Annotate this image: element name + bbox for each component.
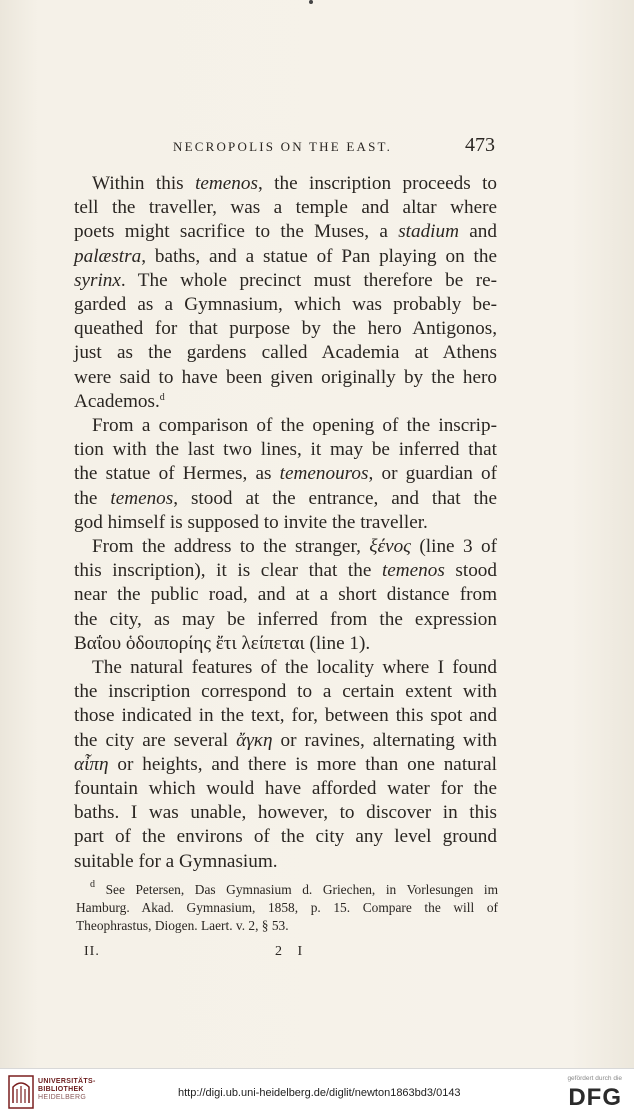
paragraph bbox=[74, 535, 497, 656]
text-line bbox=[74, 850, 497, 874]
text-run: suitable for a Gymnasium. bbox=[74, 850, 278, 872]
page-number: 473 bbox=[465, 134, 495, 156]
running-title: NECROPOLIS ON THE EAST. bbox=[173, 139, 393, 154]
text-run: near the public road, and at a short distance from bbox=[74, 584, 497, 606]
text-line bbox=[74, 535, 497, 559]
signature-mark: 2 I bbox=[275, 944, 309, 959]
italic-term: temenouros bbox=[279, 463, 369, 485]
text-run: Hamburg. Akad. Gymnasium, 1858, p. 15. Compare the will of bbox=[76, 900, 498, 915]
text-line bbox=[74, 559, 497, 583]
text-run: , the inscription proceeds to bbox=[257, 173, 497, 194]
italic-term: temenos bbox=[195, 173, 258, 194]
text-line bbox=[74, 825, 497, 849]
text-line bbox=[74, 462, 497, 486]
library-line-3: HEIDELBERG bbox=[38, 1094, 87, 1101]
footnote-marker: d bbox=[90, 879, 95, 890]
signature-line bbox=[84, 944, 344, 964]
italic-term: stadium bbox=[398, 221, 459, 243]
text-line bbox=[74, 390, 497, 414]
text-line bbox=[74, 245, 497, 269]
text-run: just as the gardens called Academia at Athens bbox=[74, 342, 497, 364]
footnote bbox=[76, 881, 498, 935]
text-line bbox=[74, 341, 497, 365]
italic-term: ξένος bbox=[369, 536, 411, 558]
text-run: , baths, and a statue of Pan playing on the bbox=[141, 245, 497, 267]
text-line bbox=[74, 632, 497, 656]
text-run: the bbox=[74, 487, 111, 509]
text-line bbox=[74, 680, 497, 704]
text-line bbox=[76, 917, 498, 935]
text-run: this inscription), it is clear that the bbox=[74, 560, 382, 582]
text-line bbox=[74, 293, 497, 317]
running-head bbox=[73, 136, 497, 158]
text-run: Academos. bbox=[74, 390, 160, 412]
text-run: poets might sacrifice to the Muses, a bbox=[74, 221, 399, 243]
text-run: (line 3 of bbox=[410, 536, 497, 558]
text-line bbox=[74, 608, 497, 632]
text-run: part of the environs of the city any level ground bbox=[74, 826, 497, 848]
text-run: . The whole precinct must therefore be re- bbox=[120, 269, 497, 291]
text-run: god himself is supposed to invite the traveller. bbox=[74, 511, 428, 533]
library-name bbox=[38, 1078, 96, 1102]
text-run: the statue of Hermes, as bbox=[74, 463, 280, 485]
text-run: those indicated in the text, for, between this spot and bbox=[74, 705, 497, 727]
text-line bbox=[74, 269, 497, 293]
body-text bbox=[74, 172, 497, 874]
text-line bbox=[76, 881, 498, 899]
text-line bbox=[74, 317, 497, 341]
text-run: From the address to the stranger, bbox=[92, 536, 370, 558]
text-run: tell the traveller, was a temple and altar where bbox=[74, 197, 497, 219]
text-line bbox=[74, 366, 497, 390]
text-run: See Petersen, Das Gymnasium d. Griechen, in Vorlesungen im bbox=[95, 882, 498, 897]
library-line-2: BIBLIOTHEK bbox=[38, 1086, 84, 1093]
text-line bbox=[74, 777, 497, 801]
text-run: and bbox=[458, 221, 497, 243]
text-line bbox=[74, 172, 497, 196]
library-line-1: UNIVERSITÄTS- bbox=[38, 1078, 96, 1085]
text-run: The natural features of the locality where I found bbox=[92, 657, 497, 679]
text-run: or ravines, alternating with bbox=[272, 729, 497, 751]
text-run: tion with the last two lines, it may be inferred that bbox=[74, 439, 497, 461]
italic-term: palæstra bbox=[74, 245, 142, 267]
italic-term: syrinx bbox=[74, 269, 121, 291]
text-run: the city, as may be inferred from the expression bbox=[74, 608, 497, 630]
text-line bbox=[74, 753, 497, 777]
text-line bbox=[74, 583, 497, 607]
text-line bbox=[74, 487, 497, 511]
text-run: fountain which would have afforded water for the bbox=[74, 778, 497, 800]
permalink-url[interactable]: http://digi.ub.uni-heidelberg.de/diglit/newton1863bd3/0143 bbox=[178, 1087, 461, 1099]
paragraph bbox=[74, 414, 497, 535]
printer-mark bbox=[309, 0, 313, 4]
text-line bbox=[74, 801, 497, 825]
text-line bbox=[74, 438, 497, 462]
text-line bbox=[74, 729, 497, 753]
text-run: , stood at the entrance, and that the bbox=[173, 487, 497, 509]
volume-number: II. bbox=[84, 944, 100, 959]
text-line bbox=[74, 704, 497, 728]
italic-term: temenos bbox=[381, 560, 445, 582]
text-line bbox=[74, 511, 497, 535]
italic-term: temenos bbox=[110, 487, 174, 509]
text-run: were said to have been given originally by the hero bbox=[74, 366, 497, 388]
text-run: queathed for that purpose by the hero Antigonos, bbox=[74, 318, 497, 340]
paragraph bbox=[74, 656, 497, 874]
text-line bbox=[74, 656, 497, 680]
dfg-logo: DFG bbox=[568, 1084, 622, 1111]
text-line bbox=[76, 899, 498, 917]
supported-by-label: gefördert durch die bbox=[567, 1075, 622, 1082]
paragraph bbox=[74, 172, 497, 414]
italic-term: αἶπη bbox=[74, 753, 109, 775]
text-run: From a comparison of the opening of the inscrip- bbox=[92, 415, 497, 437]
university-seal-icon bbox=[8, 1075, 34, 1109]
text-run: Βαΐου ὁδοιπορίης ἔτι λείπεται (line 1). bbox=[74, 632, 371, 654]
text-run: stood bbox=[444, 560, 497, 582]
text-line bbox=[74, 220, 497, 244]
text-line bbox=[74, 414, 497, 438]
text-run: Within this bbox=[92, 173, 196, 194]
digitization-footer bbox=[0, 1068, 634, 1116]
text-run: or heights, and there is more than one natural bbox=[108, 753, 497, 775]
text-run: the inscription correspond to a certain extent with bbox=[74, 681, 497, 703]
text-run: the city are several bbox=[74, 729, 237, 751]
italic-term: ἄγκη bbox=[236, 729, 273, 751]
text-run: garded as a Gymnasium, which was probably be- bbox=[74, 294, 497, 316]
text-run: baths. I was unable, however, to discover in this bbox=[74, 802, 497, 824]
text-run: Theophrastus, Diogen. Laert. v. 2, § 53. bbox=[76, 918, 289, 933]
text-line bbox=[74, 196, 497, 220]
text-run: , or guardian of bbox=[368, 463, 497, 485]
footnote-marker: d bbox=[159, 391, 165, 403]
